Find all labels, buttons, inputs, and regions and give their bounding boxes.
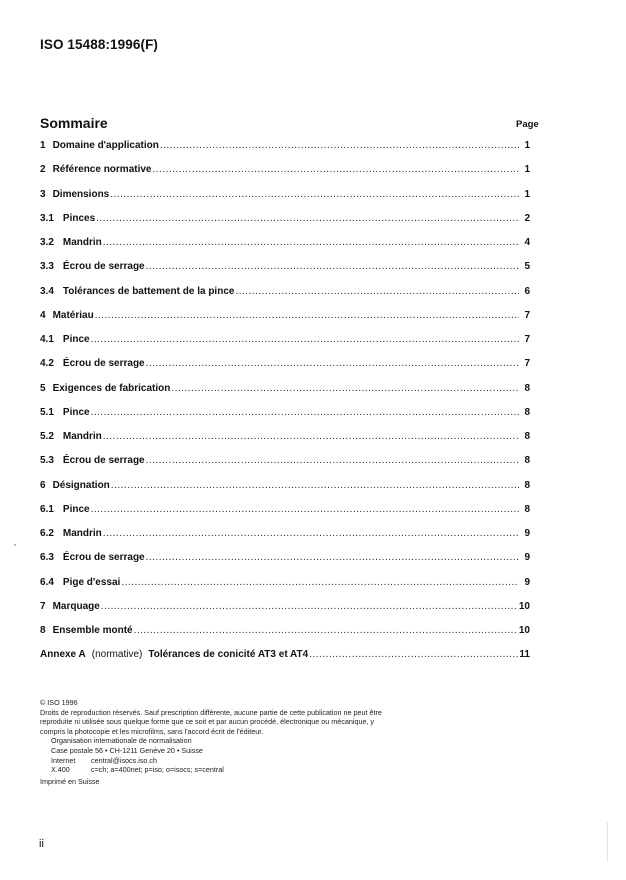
toc-entry-label: Écrou de serrage bbox=[62, 261, 145, 273]
toc-entry-number: 4.1 bbox=[40, 334, 54, 345]
toc-entry-number: 3.3 bbox=[40, 261, 54, 273]
annex-prefix: Annexe A bbox=[40, 649, 86, 661]
toc-entry bbox=[40, 286, 530, 310]
toc-dot-leader bbox=[235, 286, 519, 297]
toc-entry-label: Mandrin bbox=[62, 237, 102, 248]
toc-entry bbox=[40, 358, 530, 382]
toc-dot-leader bbox=[171, 383, 519, 394]
printed-in: Imprimé en Suisse bbox=[40, 776, 100, 786]
toc-entry-number: 6.4 bbox=[40, 576, 54, 588]
toc-entry-label: Domaine d'application bbox=[52, 140, 159, 151]
toc-dot-leader bbox=[153, 164, 520, 175]
toc-entry-label: Pince bbox=[62, 503, 90, 515]
x400-address: c=ch; a=400net; p=iso; o=isocs; s=central bbox=[91, 765, 224, 775]
toc-entry bbox=[40, 189, 530, 213]
toc-annex-entry bbox=[40, 649, 530, 673]
toc-entry-number: 6 bbox=[40, 479, 46, 491]
document-header: ISO 15488:1996(F) bbox=[40, 37, 159, 52]
toc-entry-number: 3 bbox=[40, 188, 46, 200]
toc-dot-leader bbox=[146, 358, 519, 369]
toc-entry-page: 7 bbox=[524, 309, 530, 321]
toc-entry bbox=[40, 577, 530, 601]
toc-dot-leader bbox=[103, 528, 519, 539]
toc-entry-page: 6 bbox=[524, 285, 530, 297]
toc-entry-page: 5 bbox=[524, 261, 530, 273]
toc-entry-label: Pige d'essai bbox=[62, 576, 121, 588]
rights-text: Droits de reproduction réservés. Sauf prescription différente, aucune partie de cette publication ne peut être reproduite ni utilisée sous quelque forme que ce soit et par aucun procédé, électronique ou mécanique, y compris la photocopie et les microfilms, sans l'accord écrit de l'éditeur. bbox=[40, 707, 382, 736]
toc-entry bbox=[40, 431, 530, 455]
toc-entry bbox=[40, 480, 530, 504]
annex-normative-tag: (normative) bbox=[91, 649, 143, 661]
toc-entry-label: Matériau bbox=[52, 309, 94, 321]
toc-dot-leader bbox=[160, 140, 519, 151]
toc-entry-page: 8 bbox=[524, 406, 530, 418]
toc-entry-page: 7 bbox=[524, 358, 530, 370]
toc-entry-page: 9 bbox=[524, 552, 530, 564]
toc-dot-leader bbox=[96, 213, 519, 224]
toc-entry bbox=[40, 552, 530, 576]
toc-entry-page: 1 bbox=[524, 188, 530, 200]
toc-dot-leader bbox=[103, 237, 519, 248]
toc-entry-label: Pince bbox=[62, 406, 90, 418]
toc-dot-leader bbox=[121, 577, 519, 588]
x400-row bbox=[51, 765, 400, 775]
scan-mark bbox=[14, 544, 16, 546]
copyright-block bbox=[40, 698, 400, 786]
x400-label: X.400 bbox=[51, 765, 70, 775]
toc-entry-number: 3.4 bbox=[40, 285, 54, 297]
toc-entry-label: Mandrin bbox=[62, 431, 102, 442]
toc-entry-label: Exigences de fabrication bbox=[52, 382, 171, 394]
toc-entry-page: 9 bbox=[524, 576, 530, 588]
toc-entry-page: 10 bbox=[518, 625, 530, 636]
toc-entry-page: 4 bbox=[524, 237, 530, 248]
toc-entry-page: 8 bbox=[524, 382, 530, 394]
toc-entry bbox=[40, 407, 530, 431]
toc-entry-label: Référence normative bbox=[52, 164, 152, 176]
toc-entry bbox=[40, 164, 530, 188]
toc-entry-page: 1 bbox=[524, 164, 530, 176]
toc-entry-label: Écrou de serrage bbox=[62, 358, 145, 370]
toc-entry bbox=[40, 334, 530, 358]
toc-entry-page: 8 bbox=[524, 431, 530, 442]
toc-dot-leader bbox=[146, 455, 519, 466]
toc-entry-number: 4 bbox=[40, 309, 46, 321]
toc-entry-label: Pinces bbox=[62, 212, 96, 224]
toc-entry-page: 8 bbox=[524, 455, 530, 467]
table-of-contents bbox=[40, 140, 530, 674]
toc-entry bbox=[40, 310, 530, 334]
page-number: ii bbox=[39, 838, 44, 850]
toc-entry-number: 3.1 bbox=[40, 212, 54, 224]
toc-entry-label: Mandrin bbox=[62, 528, 102, 539]
toc-entry-label: Dimensions bbox=[52, 188, 110, 200]
toc-entry-page: 2 bbox=[524, 212, 530, 224]
toc-entry-label: Désignation bbox=[52, 479, 110, 491]
toc-dot-leader bbox=[134, 625, 518, 636]
toc-entry-number: 6.1 bbox=[40, 503, 54, 515]
annex-page: 11 bbox=[519, 649, 530, 661]
internet-address: central@isocs.iso.ch bbox=[91, 755, 158, 765]
toc-entry bbox=[40, 140, 530, 164]
toc-entry bbox=[40, 383, 530, 407]
toc-entry-page: 8 bbox=[524, 479, 530, 491]
toc-entry-page: 9 bbox=[524, 528, 530, 539]
toc-entry bbox=[40, 601, 530, 625]
organization-name: Organisation internationale de normalisation bbox=[51, 736, 192, 746]
toc-entry-number: 4.2 bbox=[40, 358, 54, 370]
toc-entry bbox=[40, 504, 530, 528]
toc-entry-number: 5.1 bbox=[40, 406, 54, 418]
toc-dot-leader bbox=[91, 504, 519, 515]
internet-label: Internet bbox=[51, 755, 76, 765]
toc-entry-number: 8 bbox=[40, 625, 46, 636]
internet-row bbox=[51, 756, 400, 766]
toc-dot-leader bbox=[146, 552, 519, 563]
toc-dot-leader bbox=[110, 189, 519, 200]
toc-entry-label: Ensemble monté bbox=[52, 625, 133, 636]
toc-entry-number: 5.3 bbox=[40, 455, 54, 467]
annex-label: Tolérances de conicité AT3 et AT4 bbox=[148, 649, 309, 661]
toc-entry bbox=[40, 261, 530, 285]
toc-entry-page: 1 bbox=[524, 140, 530, 151]
toc-entry-number: 5.2 bbox=[40, 431, 54, 442]
toc-entry bbox=[40, 455, 530, 479]
toc-dot-leader bbox=[309, 649, 518, 660]
toc-entry-number: 3.2 bbox=[40, 237, 54, 248]
toc-entry-label: Pince bbox=[62, 334, 90, 345]
toc-entry-label: Écrou de serrage bbox=[62, 455, 145, 467]
toc-dot-leader bbox=[103, 431, 519, 442]
toc-title: Sommaire bbox=[40, 115, 108, 131]
postal-address: Case postale 56 • CH-1211 Genève 20 • Suisse bbox=[51, 745, 203, 755]
toc-entry-page: 10 bbox=[518, 600, 530, 612]
toc-dot-leader bbox=[91, 407, 519, 418]
toc-dot-leader bbox=[146, 261, 519, 272]
toc-entry-page: 8 bbox=[524, 503, 530, 515]
toc-entry-number: 7 bbox=[40, 600, 46, 612]
toc-entry bbox=[40, 237, 530, 261]
toc-page-column-label: Page bbox=[516, 119, 539, 130]
toc-entry bbox=[40, 625, 530, 649]
toc-entry-number: 1 bbox=[40, 140, 46, 151]
toc-entry-number: 6.2 bbox=[40, 528, 54, 539]
toc-entry bbox=[40, 213, 530, 237]
toc-entry bbox=[40, 528, 530, 552]
toc-entry-number: 2 bbox=[40, 164, 46, 176]
toc-entry-number: 6.3 bbox=[40, 552, 54, 564]
toc-dot-leader bbox=[91, 334, 519, 345]
copyright-line: © ISO 1996 bbox=[40, 698, 78, 707]
toc-entry-label: Écrou de serrage bbox=[62, 552, 145, 564]
toc-dot-leader bbox=[101, 601, 518, 612]
toc-dot-leader bbox=[95, 310, 519, 321]
scan-mark bbox=[607, 822, 608, 862]
toc-entry-label: Tolérances de battement de la pince bbox=[62, 285, 235, 297]
toc-dot-leader bbox=[111, 480, 519, 491]
toc-entry-label: Marquage bbox=[52, 600, 100, 612]
toc-entry-page: 7 bbox=[524, 334, 530, 345]
toc-entry-number: 5 bbox=[40, 382, 46, 394]
